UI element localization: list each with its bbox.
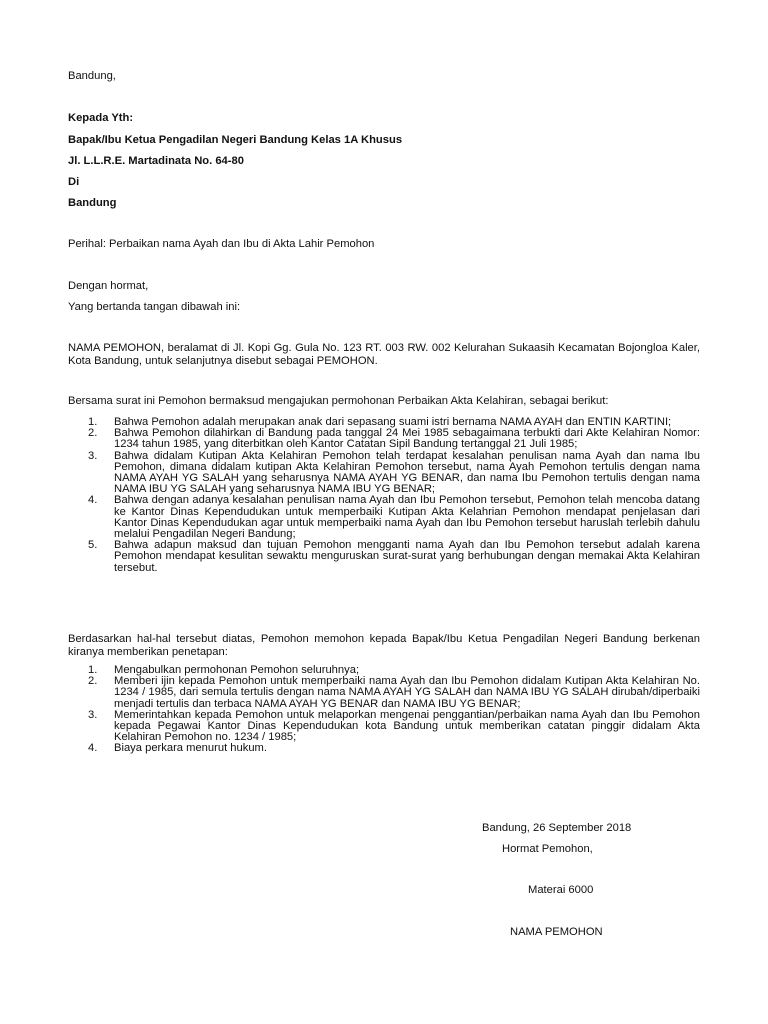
signature-name: NAMA PEMOHON [510, 926, 603, 938]
list-item-text: Bahwa adapun maksud dan tujuan Pemohon mengganti nama Ayah dan Ibu Pemohon tersebut adalah karena Pemohon mendapat kesulitan sewaktu menguruskan surat-surat yang berhubungan dengan memakai Akta Kelahiran tersebut. [114, 539, 700, 574]
list-number: 2. [88, 427, 98, 440]
signature-stamp: Materai 6000 [528, 884, 594, 896]
list-item [68, 495, 700, 540]
list-number: 3. [88, 708, 98, 721]
requests-list [68, 665, 700, 755]
list-item-text: Bahwa Pemohon adalah merupakan anak dari sepasang suami istri bernama NAMA AYAH dan ENTIN KARTINI; [114, 416, 672, 428]
list-item [68, 428, 700, 450]
list-item [68, 540, 700, 574]
list-item-text: Bahwa Pemohon dilahirkan di Bandung pada tanggal 24 Mei 1985 sebagaimana terbukti dari Akte Kelahiran Nomor: 1234 tahun 1985, yang diterbitkan oleh Kantor Catatan Sipil Bandung tertanggal 21 Juli 1985; [114, 427, 700, 451]
list-item [68, 676, 700, 710]
recipient-city: Bandung [68, 197, 117, 209]
list-item [68, 743, 700, 754]
list-item-text: Memerintahkan kepada Pemohon untuk melaporkan mengenai penggantian/perbaikan nama Ayah dan Ibu Pemohon kepada Pegawai Kantor Dinas Kependudukan kota Bandung untuk memberikan catatan pinggir didalam Akta Kelahiran Pemohon no. 1234 / 1985; [114, 708, 700, 744]
list-number: 4. [88, 742, 98, 755]
list-item-text: Bahwa didalam Kutipan Akta Kelahiran Pemohon telah terdapat kesalahan penulisan nama Ayah dan nama Ibu Pemohon, dimana didalam kutipan Akta Kelahiran Pemohon tersebut, nama Ayah Pemohon tertulis dengan nama NAMA AYAH YG SALAH yang seharusnya NAMA AYAH YG BENAR, dan nama Ibu Pemohon tertulis dengan nama NAMA IBU YG SALAH yang seharusnya NAMA IBU YG BENAR; [114, 449, 700, 496]
greeting: Dengan hormat, [68, 280, 149, 292]
recipient-address: Jl. L.L.R.E. Martadinata No. 64-80 [68, 155, 244, 167]
reasons-list [68, 417, 700, 574]
list-item-text: Bahwa dengan adanya kesalahan penulisan nama Ayah dan Ibu Pemohon tersebut, Pemohon telah mencoba datang ke Kantor Dinas Kependudukan untuk memperbaiki Kutipan Akta Kelahrian Pemohon mendapat penjelasan dari Kantor Dinas Kependudukan agar untuk memperbaiki nama Ayah dan Ibu Pemohon tersebut haruslah terlebih dahulu melalui Pengadilan Negeri Bandung; [114, 494, 700, 541]
list-number: 5. [88, 539, 98, 552]
list-number: 3. [88, 449, 98, 462]
recipient-name: Bapak/Ibu Ketua Pengadilan Negeri Bandung Kelas 1A Khusus [68, 134, 403, 146]
list-number: 1. [88, 416, 98, 428]
signature-closing: Hormat Pemohon, [502, 843, 593, 855]
undersigned-line: Yang bertanda tangan dibawah ini: [68, 301, 241, 313]
list-number: 1. [88, 664, 98, 676]
intro-paragraph: Bersama surat ini Pemohon bermaksud mengajukan permohonan Perbaikan Akta Kelahiran, sebagai berikut: [68, 395, 609, 407]
list-item-text: Mengabulkan permohonan Pemohon seluruhnya; [114, 664, 360, 676]
signature-place-date: Bandung, 26 September 2018 [482, 822, 632, 834]
city-header: Bandung, [68, 70, 116, 82]
basis-paragraph: Berdasarkan hal-hal tersebut diatas, Pemohon memohon kepada Bapak/Ibu Ketua Pengadilan Negeri Bandung berkenan kiranya memberikan penetapan: [68, 633, 700, 658]
list-item [68, 710, 700, 744]
subject-line: Perihal: Perbaikan nama Ayah dan Ibu di Akta Lahir Pemohon [68, 238, 375, 250]
identity-paragraph: NAMA PEMOHON, beralamat di Jl. Kopi Gg. Gula No. 123 RT. 003 RW. 002 Kelurahan Sukaasih Kecamatan Bojongloa Kaler, Kota Bandung, untuk selanjutnya disebut sebagai PEMOHON. [68, 342, 700, 367]
recipient-salutation: Kepada Yth: [68, 112, 134, 124]
list-number: 4. [88, 494, 98, 507]
list-item-text: Biaya perkara menurut hukum. [114, 742, 267, 755]
list-item [68, 451, 700, 496]
list-number: 2. [88, 675, 98, 688]
recipient-di: Di [68, 176, 80, 188]
list-item-text: Memberi ijin kepada Pemohon untuk memperbaiki nama Ayah dan Ibu Pemohon didalam Kutipan Akta Kelahiran No. 1234 / 1985, dari semula tertulis dengan nama NAMA AYAH YG SALAH dan NAMA IBU YG SALAH dirubah/diperbaiki menjadi tertulis dan terbaca NAMA AYAH YG BENAR dan NAMA IBU YG BENAR; [114, 675, 700, 710]
